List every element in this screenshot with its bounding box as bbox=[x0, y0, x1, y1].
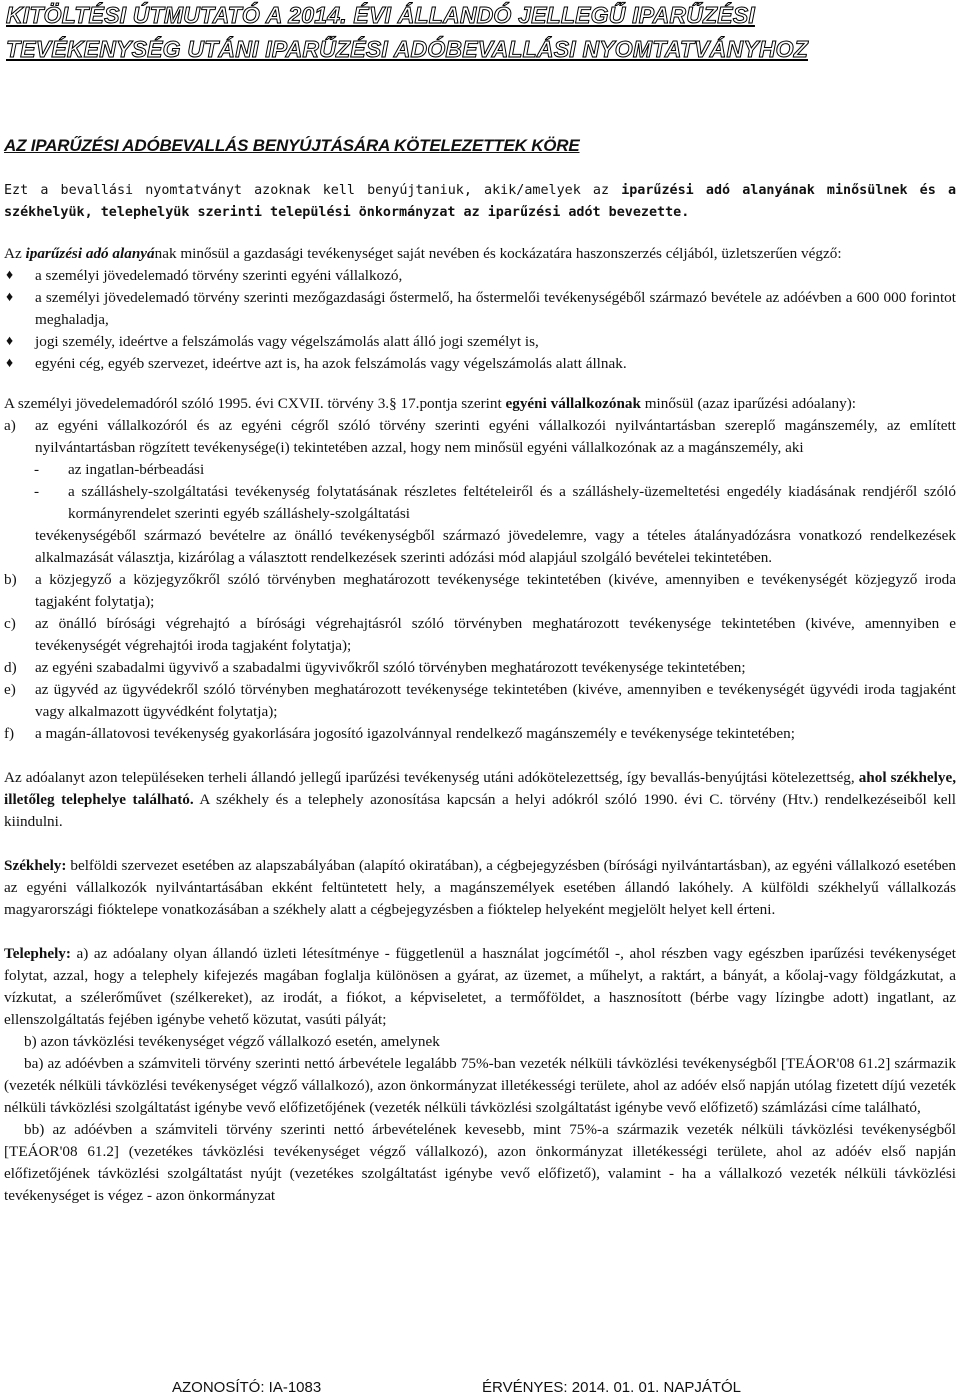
document-id: AZONOSÍTÓ: IA-1083 bbox=[172, 1379, 322, 1396]
list-item-a bbox=[4, 415, 956, 459]
intro-text: Ezt a bevallási nyomtatványt azoknak kell benyújtaniuk, akik/amelyek az bbox=[4, 183, 622, 198]
item-text: az önálló bírósági végrehajtó a bírósági végrehajtásról szóló törvényben meghatározott tevékenysége tekintetében (kivéve, amennyiben e tevékenységét végrehajtói iroda tagjaként folytatja); bbox=[35, 615, 956, 654]
item-text: az egyéni vállalkozóról és az egyéni cégről szóló törvény szerinti egyéni vállalkozói nyilvántartásban szereplő magánszemély, az említett nyilvántartásban rögzített tevékenysége(i) tekintetében azzal, hogy nem minősül egyéni vállalkozónak az a magánszemély, aki bbox=[35, 417, 956, 456]
list-item-d bbox=[4, 657, 956, 679]
diamond-bullet-icon: ♦ bbox=[6, 268, 14, 283]
telephely-ba: ba) az adóévben a számviteli törvény szerinti nettó árbevétele legalább 75%-ban vezeték nélküli távközlési tevékenységből [TEÁOR'08 61.2] származik (vezeték nélküli távközlési tevékenységet végző vállalkozó), azon önkormányzat illetékességi területe, ahol az adóév első napján utólag fizetett díjú vezeték nélküli távközlési szolgáltatást igénybe vevő előfizetőjének (vezeték nélküli távközlési szolgáltatást igénybe vevő előfizető) számlázási címe található, bbox=[4, 1055, 956, 1116]
item-label: d) bbox=[4, 659, 17, 676]
bullet-text: a személyi jövedelemadó törvény szerinti mezőgazdasági őstermelő, ha őstermelői tevékenységéből származó bevétele az adóévben a 600 000 forintot meghaladja, bbox=[35, 289, 956, 328]
dash-item-2 bbox=[4, 481, 956, 525]
document-title-line-1: KITÖLTÉSI ÚTMUTATÓ A 2014. ÉVI ÁLLANDÓ JELLEGŰ IPARŰZÉSI bbox=[6, 2, 755, 28]
obligation-paragraph bbox=[4, 767, 956, 833]
definition-paragraph bbox=[4, 393, 956, 415]
dash-label: - bbox=[34, 483, 40, 500]
bullet-text: jogi személy, ideértve a felszámolás vagy végelszámolás alatt álló jogi személyt is, bbox=[35, 333, 539, 350]
subject-emphasis: iparűzési adó alanyá bbox=[25, 245, 155, 262]
item-text: a magán-állatovosi tevékenység gyakorlására jogosító igazolvánnyal rendelkező magánszemély e tevékenysége tekintetében; bbox=[35, 725, 795, 742]
dash-text: az ingatlan-bérbeadási bbox=[68, 461, 205, 478]
szekhely-paragraph bbox=[4, 855, 956, 921]
list-item bbox=[4, 331, 956, 353]
definition-pre: A személyi jövedelemadóról szóló 1995. évi CXVII. törvény 3.§ 17.pontja szerint bbox=[4, 395, 506, 412]
list-item-b bbox=[4, 569, 956, 613]
definition-bold: egyéni vállalkozónak bbox=[505, 395, 641, 412]
list-item bbox=[4, 265, 956, 287]
list-item bbox=[4, 353, 956, 375]
diamond-bullet-icon: ♦ bbox=[6, 290, 14, 305]
obligation-pre: Az adóalanyt azon településeken terheli állandó jellegű iparűzési tevékenység utáni adókötelezettség, így bevallás-benyújtási kötelezettség, bbox=[4, 769, 859, 786]
obligation-bold: ahol székhelye, illetőleg telephelye található. bbox=[4, 769, 956, 808]
telephely-bb: bb) az adóévben a számviteli törvény szerinti nettó árbevételének kevesebb, mint 75%-a származik vezeték nélküli távközlési tevékenységből [TEÁOR'08 61.2] (vezetékes távközlési tevékenységet végző vállalkozó), azon önkormányzat illetékességi területe, ahol az adóév első napján előfizetőjének távközlési szolgáltatást nyújt (vezetékes szolgáltatást igénybe vevő előfizető), valamint - ha a vállalkozó vezeték nélküli távközlési tevékenységet is végez - azon önkormányzat bbox=[4, 1121, 956, 1204]
list-item-e bbox=[4, 679, 956, 723]
dash-label: - bbox=[34, 461, 40, 478]
definition-post: minősül (azaz iparűzési adóalany): bbox=[640, 395, 857, 412]
szekhely-label: Székhely: bbox=[4, 857, 67, 874]
item-label: a) bbox=[4, 417, 16, 434]
item-a-continuation: tevékenységéből származó bevételre az önálló tevékenységből származó jövedelemre, vagy a tételes átalányadózásra vonatkozó rendelkezések alkalmazását választja, kizárólag a választott rendelkezések szerinti adózási mód alapjául szolgáló bevételei tekintetében. bbox=[35, 527, 956, 566]
item-text: a közjegyző a közjegyzőkről szóló törvényben meghatározott tevékenysége tekintetében (kivéve, amennyiben e tevékenységét közjegyző iroda tagjaként folytatja); bbox=[35, 571, 956, 610]
list-item-f bbox=[4, 723, 956, 745]
bullet-text: egyéni cég, egyéb szervezet, ideértve azt is, ha azok felszámolás vagy végelszámolás alatt állnak. bbox=[35, 355, 627, 372]
szekhely-text: belföldi szervezet esetében az alapszabályában (alapító okiratában), a cégbejegyzésben (bírósági nyilvántartásban), az egyéni vállalkozó esetében az egyéni vállalkozók nyilvántartásában ekként feltüntetett hely, a magánszemélyek esetében állandó lakóhely. A külföldi székhelyű vállalkozás magyarországi fióktelepe vonatkozásában a székhely alatt a cégbejegyzésben a fióktelep helyeként megjelölt helyet kell érteni. bbox=[4, 857, 956, 918]
item-label: b) bbox=[4, 571, 17, 588]
intro-paragraph bbox=[4, 180, 956, 224]
dash-text: a szálláshely-szolgáltatási tevékenység folytatásának részletes feltételeiről és a szálláshely-üzemeltetési engedély kiadásának rendjéről szóló kormányrendelet szerinti egyéb szálláshely-szolgáltatási bbox=[68, 483, 956, 522]
subject-paragraph bbox=[4, 243, 956, 265]
item-label: e) bbox=[4, 681, 16, 698]
item-label: c) bbox=[4, 615, 16, 632]
telephely-label: Telephely: bbox=[4, 945, 71, 962]
item-text: az ügyvéd az ügyvédekről szóló törvényben meghatározott tevékenysége tekintetében (kivéve, amennyiben e tevékenységét ügyvédi iroda tagjaként vagy alkalmazott ügyvédként folytatja); bbox=[35, 681, 956, 720]
telephely-paragraph bbox=[4, 943, 956, 1031]
subject-bullet-list bbox=[4, 265, 956, 375]
document-title-line-2: TEVÉKENYSÉG UTÁNI IPARŰZÉSI ADÓBEVALLÁSI NYOMTATVÁNYHOZ bbox=[6, 36, 808, 62]
telephely-a-text: a) az adóalany olyan állandó üzleti létesítménye - függetlenül a használat jogcímétől -, ahol részben vagy egészben iparűzési tevékenységet folytat, azzal, hogy a telephely kifejezés magában foglalja különösen a gyárat, az üzemet, a műhelyt, a raktárt, a bányát, a kőolaj-vagy földgázkutat, a vízkutat, a szélerőművet (szélkereket), az irodát, a fiókot, a képviseletet, a termőföldet, a hasznosított (bérbe vagy lízingbe adott) ingatlant, az ellenszolgáltatás fejében igénybe vehető közutat, vasúti pályát; bbox=[4, 945, 956, 1028]
item-label: f) bbox=[4, 725, 15, 742]
section-heading: AZ IPARŰZÉSI ADÓBEVALLÁS BENYÚJTÁSÁRA KÖTELEZETTEK KÖRE bbox=[4, 136, 580, 155]
subject-post: nak minősül a gazdasági tevékenységet saját nevében és kockázatára haszonszerzés céljából, üzletszerűen végző: bbox=[154, 245, 842, 262]
obligation-post: A székhely és a telephely azonosítása kapcsán a helyi adókról szóló 1990. évi C. törvény (Htv.) rendelkezéseiből kell kiindulni. bbox=[4, 791, 956, 830]
bullet-text: a személyi jövedelemadó törvény szerinti egyéni vállalkozó, bbox=[35, 267, 403, 284]
item-text: az egyéni szabadalmi ügyvivő a szabadalmi ügyvivőkről szóló törvényben meghatározott tevékenysége tekintetében; bbox=[35, 659, 746, 676]
intro-bold-text: iparűzési adó alanyának minősülnek és a székhelyük, telephelyük szerinti települési önkormányzat az iparűzési adót bevezette. bbox=[4, 183, 957, 220]
subject-pre: Az bbox=[4, 245, 26, 262]
list-item bbox=[4, 287, 956, 331]
diamond-bullet-icon: ♦ bbox=[6, 334, 14, 349]
telephely-b: b) azon távközlési tevékenységet végző vállalkozó esetén, amelynek bbox=[24, 1033, 440, 1050]
list-item-c bbox=[4, 613, 956, 657]
main-body bbox=[4, 243, 956, 1207]
diamond-bullet-icon: ♦ bbox=[6, 356, 14, 371]
dash-item-1 bbox=[4, 459, 956, 481]
validity-date: ÉRVÉNYES: 2014. 01. 01. NAPJÁTÓL bbox=[482, 1379, 742, 1396]
